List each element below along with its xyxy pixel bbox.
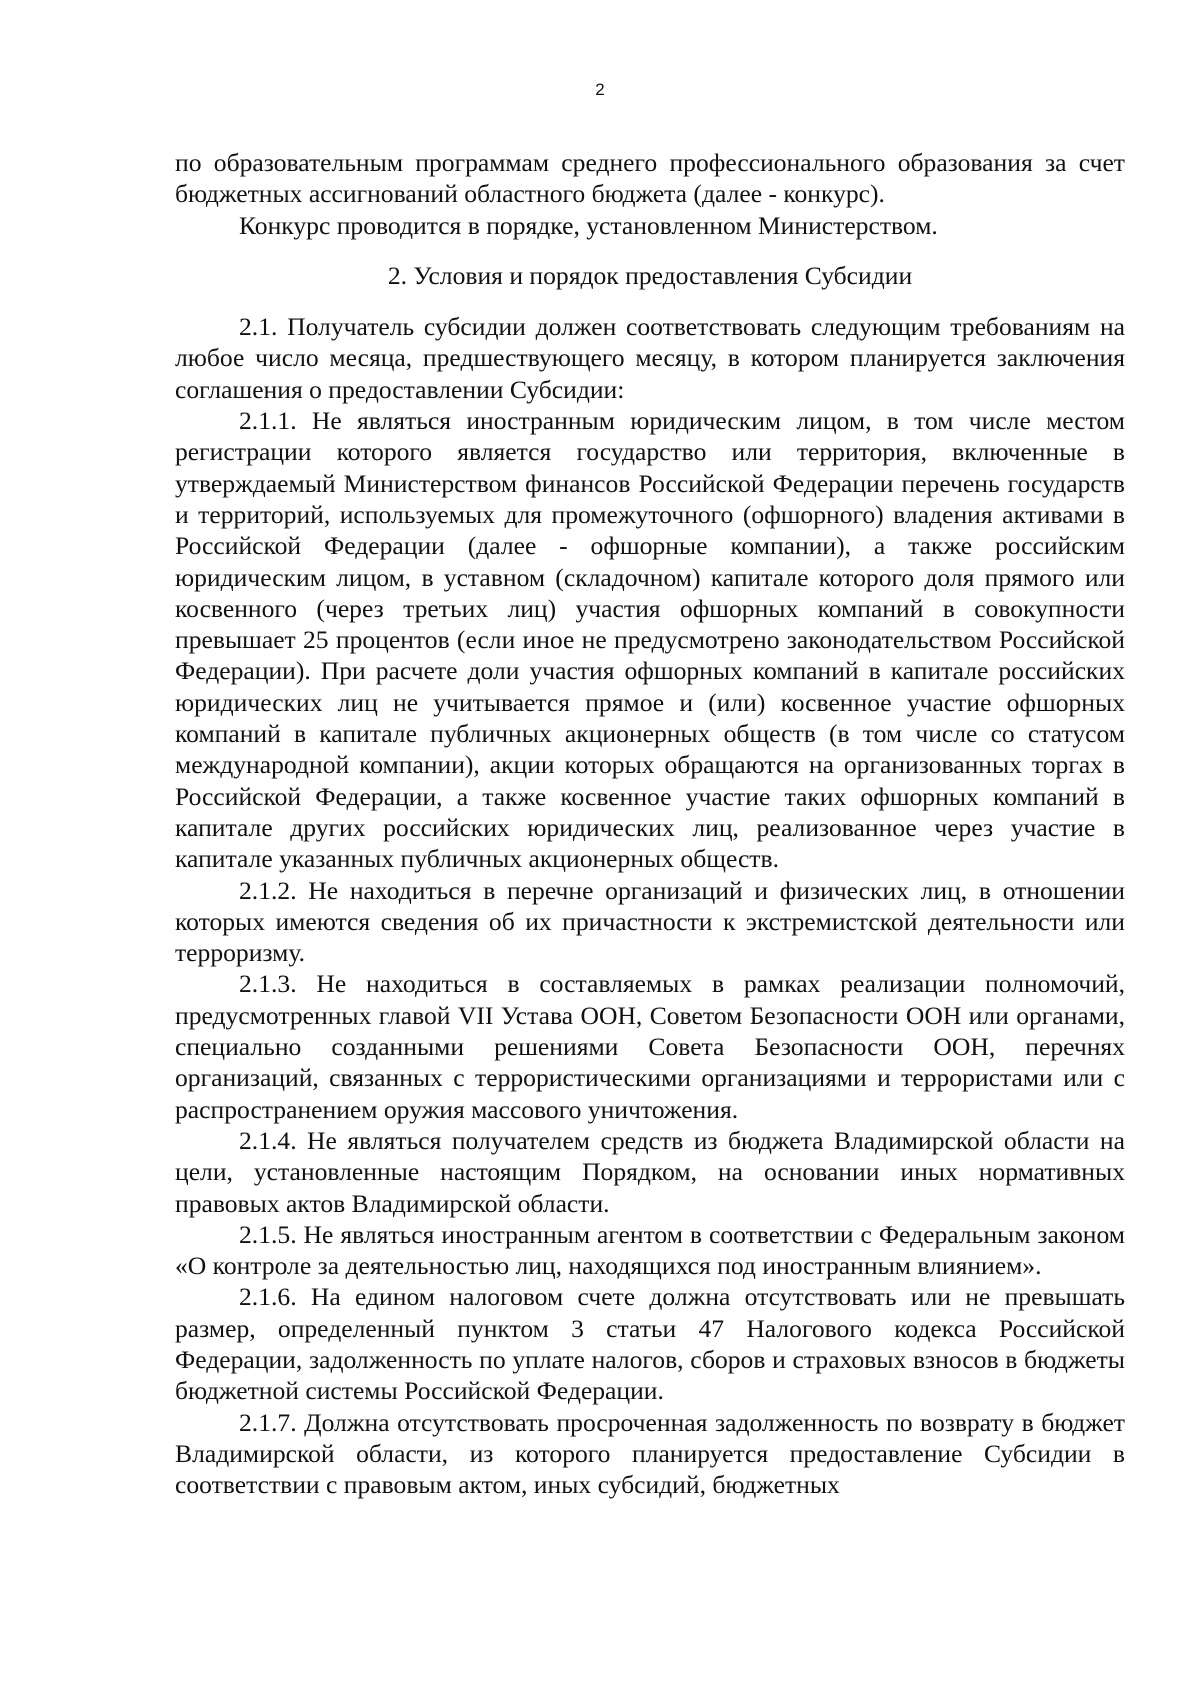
paragraph-2-1-5: 2.1.5. Не являться иностранным агентом в соответствии с Федеральным законом «О контроле за деятельностью лиц, находящихся под иностранным влиянием». — [175, 1219, 1125, 1281]
page-number: 2 — [595, 80, 605, 99]
paragraph-2-1-3: 2.1.3. Не находиться в составляемых в рамках реализации полномочий, предусмотренных главой VII Устава ООН, Советом Безопасности ООН или органами, специально созданными решениями Совета Безопасности ООН, перечнях организаций, связанных с террористическими организациями и террористами или с распространением оружия массового уничтожения. — [175, 969, 1125, 1124]
paragraph-2-1-7: 2.1.7. Должна отсутствовать просроченная задолженность по возврату в бюджет Владимирской области, из которого планируется предоставление Субсидии в соответствии с правовым актом, иных субсидий, бюджетных — [175, 1407, 1125, 1500]
paragraph-2-1-1: 2.1.1. Не являться иностранным юридическим лицом, в том числе местом регистрации которого является государство или территория, включенные в утверждаемый Министерством финансов Российской Федерации перечень государств и территорий, используемых для промежуточного (офшорного) владения активами в Российской Федерации (далее - офшорные компании), а также российским юридическим лицом, в уставном (складочном) капитале которого доля прямого или косвенного (через третьих лиц) участия офшорных компаний в совокупности превышает 25 процентов (если иное не предусмотрено законодательством Российской Федерации). При расчете доли участия офшорных компаний в капитале российских юридических лиц не учитывается прямое и (или) косвенное участие офшорных компаний в капитале публичных акционерных обществ (в том числе со статусом международной компании), акции которых обращаются на организованных торгах в Российской Федерации, а также косвенное участие таких офшорных компаний в капитале других российских юридических лиц, реализованное через участие в капитале указанных публичных акционерных обществ. — [175, 406, 1125, 874]
paragraph-continuation: по образовательным программам среднего профессионального образования за счет бюджетных ассигнований областного бюджета (далее - конкурс). — [175, 148, 1125, 209]
paragraph-contest-procedure: Конкурс проводится в порядке, установленном Министерством. — [239, 210, 938, 240]
document-body — [175, 147, 1125, 1500]
paragraph-2-1: 2.1. Получатель субсидии должен соответствовать следующим требованиям на любое число месяца, предшествующего месяцу, в котором планируется заключения соглашения о предоставлении Субсидии: — [175, 312, 1125, 404]
paragraph-2-1-6: 2.1.6. На едином налоговом счете должна отсутствовать или не превышать размер, определенный пунктом 3 статьи 47 Налогового кодекса Российской Федерации, задолженность по уплате налогов, сборов и страховых взносов в бюджеты бюджетной системы Российской Федерации. — [175, 1282, 1125, 1406]
section-heading: 2. Условия и порядок предоставления Субсидии — [387, 260, 913, 290]
paragraph-2-1-2: 2.1.2. Не находиться в перечне организаций и физических лиц, в отношении которых имеются сведения об их причастности к экстремистской деятельности или терроризму. — [175, 875, 1125, 968]
paragraph-2-1-4: 2.1.4. Не являться получателем средств из бюджета Владимирской области на цели, установленные настоящим Порядком, на основании иных нормативных правовых актов Владимирской области. — [175, 1125, 1125, 1218]
